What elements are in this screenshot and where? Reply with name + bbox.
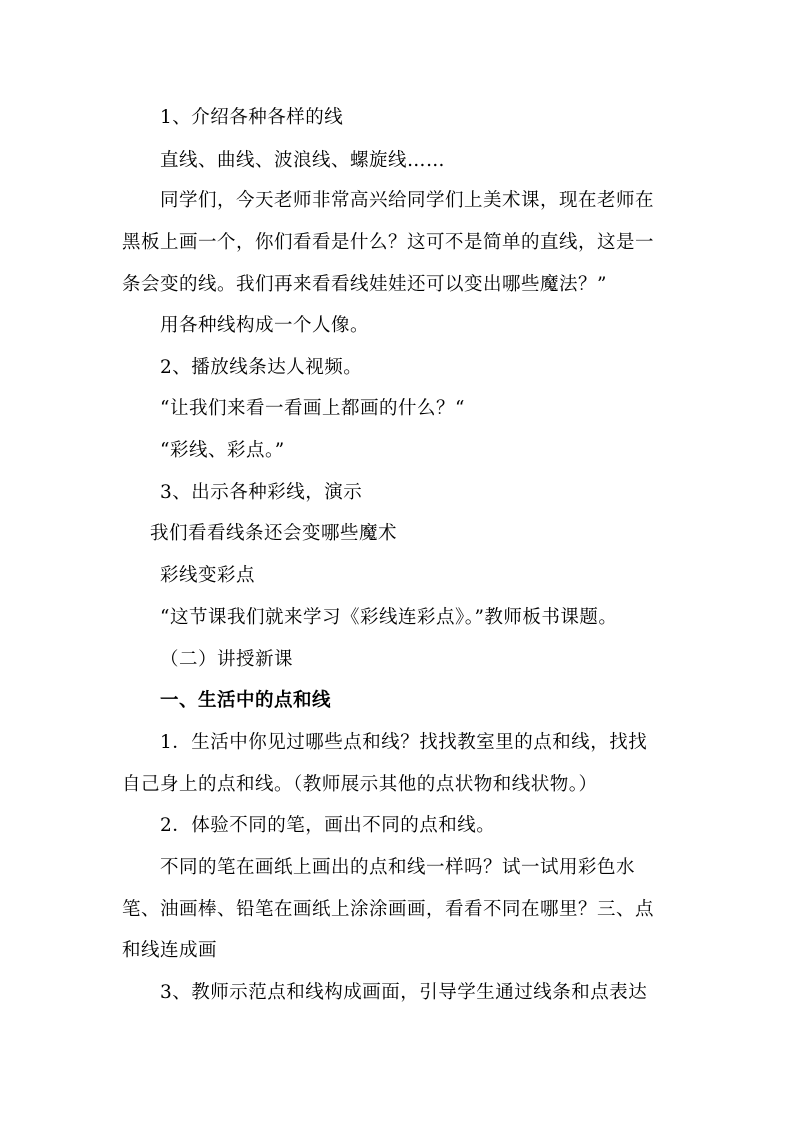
paragraph-line: 2．体验不同的笔，画出不同的点和线。 [160, 815, 496, 836]
paragraph-line: “让我们来看一看画上都画的什么？“ [160, 398, 465, 419]
paragraph-line: 3、出示各种彩线，演示 [160, 482, 363, 503]
paragraph-line: 用各种线构成一个人像。 [160, 315, 370, 336]
paragraph-line: 和线连成画 [122, 940, 218, 961]
paragraph-line: 直线、曲线、波浪线、螺旋线…… [160, 150, 446, 171]
section-heading: （二）讲授新课 [160, 649, 294, 670]
paragraph-line: 笔、油画棒、铅笔在画纸上涂涂画画，看看不同在哪里？三、点 [122, 899, 655, 920]
paragraph-line: 彩线变彩点 [160, 565, 256, 586]
paragraph-line: 不同的笔在画纸上画出的点和线一样吗？试一试用彩色水 [160, 857, 636, 878]
paragraph-line: 条会变的线。我们再来看看线娃娃还可以变出哪些魔法？” [122, 274, 607, 295]
paragraph-line: 我们看看线条还会变哪些魔术 [150, 523, 398, 544]
paragraph-line: “彩线、彩点。” [160, 440, 285, 461]
paragraph-line: 自己身上的点和线。（教师展示其他的点状物和线状物。） [122, 774, 598, 795]
section-heading-bold: 一、生活中的点和线 [160, 690, 332, 711]
paragraph-line: 同学们，今天老师非常高兴给同学们上美术课，现在老师在 [160, 190, 655, 211]
paragraph-line: 3、教师示范点和线构成画面，引导学生通过线条和点表达 [160, 982, 648, 1003]
paragraph-line: “这节课我们就来学习《彩线连彩点》。”教师板书课题。 [160, 607, 618, 628]
paragraph-line: 1．生活中你见过哪些点和线？找找教室里的点和线，找找 [160, 732, 648, 753]
paragraph-line: 1、介绍各种各样的线 [160, 107, 344, 128]
paragraph-line: 黑板上画一个，你们看看是什么？这可不是简单的直线，这是一 [122, 232, 655, 253]
paragraph-line: 2、播放线条达人视频。 [160, 357, 363, 378]
